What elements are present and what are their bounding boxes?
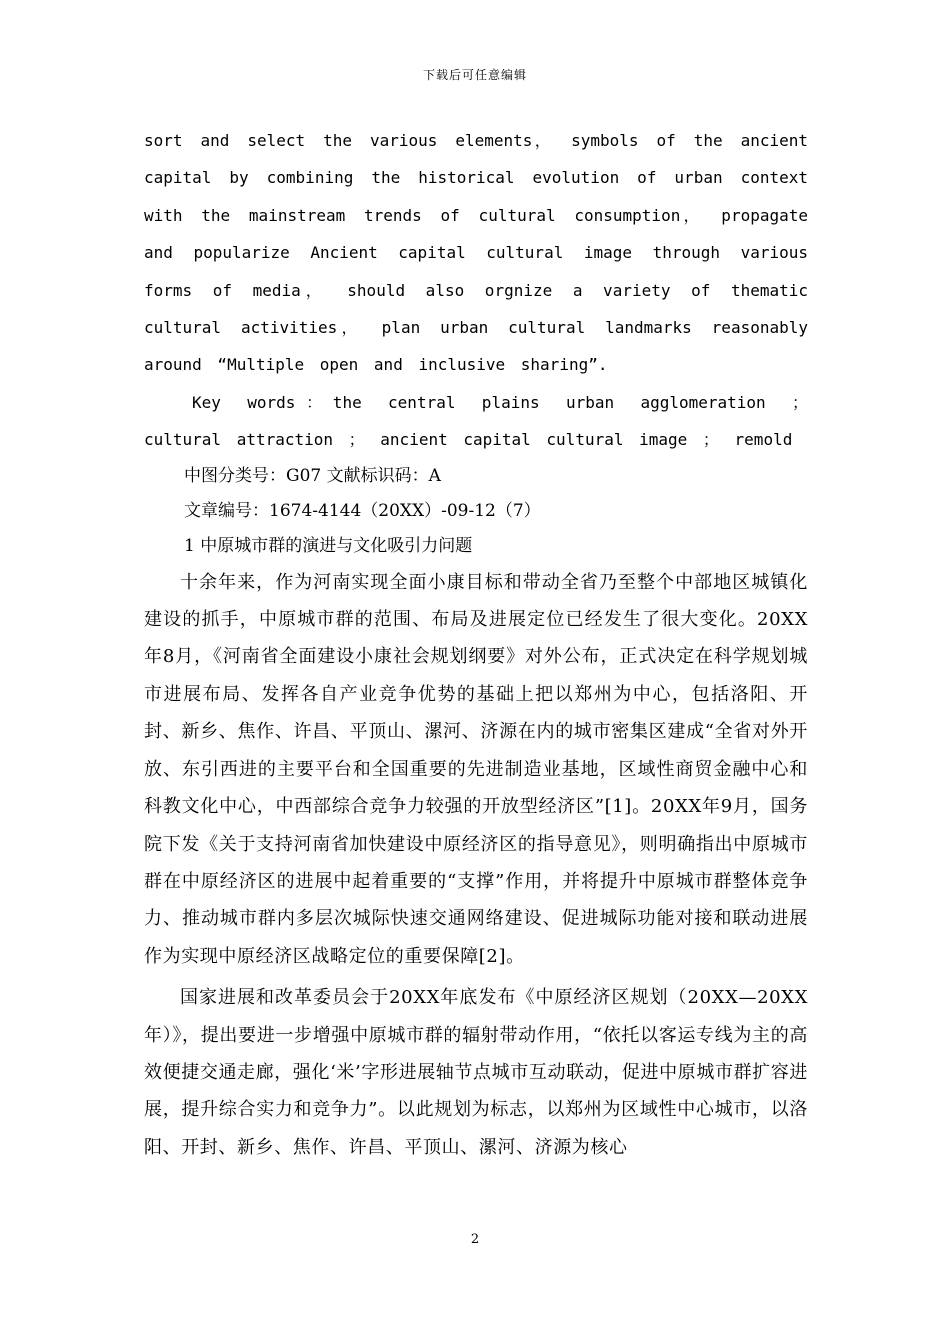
section-title: 1 中原城市群的演进与文化吸引力问题 [184, 535, 473, 556]
keywords-paragraph: Key words：the central plains urban agglomeration ； cultural attraction ； ancient capital cultural image ； remold [144, 392, 808, 450]
body-paragraph: 十余年来，作为河南实现全面小康目标和带动全省乃至整个中部地区城镇化建设的抓手，中原城市群的范围、布局及进展定位已经发生了很大变化。20XX年8月，《河南省全面建设小康社会规划纲要》对外公布，正式决定在科学规划城市进展布局、发挥各自产业竞争优势的基础上把以郑州为中心，包括洛阳、开封、新乡、焦作、许昌、平顶山、漯河、济源在内的城市密集区建成“全省对外开放、东引西进的主要平台和全国重要的先进制造业基地，区域性商贸金融中心和科教文化中心，中西部综合竞争力较强的开放型经济区”[1]。20XX年9月，国务院下发《关于支持河南省加快建设中原经济区的指导意见》，则明确指出中原城市群在中原经济区的进展中起着重要的“支撑”作用，并将提升中原城市群整体竞争力、推动城市群内多层次城际快速交通网络建设、促进城际功能对接和联动进展作为实现中原经济区战略定位的重要保障[2]。 [144, 571, 808, 967]
abstract-paragraph: sort and select the various elements， symbols of the ancient capital by combining the historical evolution of urban context with the mainstream trends of cultural consumption， propagate and popularize Ancient capital cultural image through various forms of media， should also orgnize a variety of thematic cultural activities， plan urban cultural landmarks reasonably around “Multiple open and inclusive sharing”. [144, 131, 809, 375]
document-body [144, 122, 808, 1166]
page-header: 下载后可任意编辑 [422, 68, 527, 82]
page-number: 2 [470, 1232, 480, 1247]
body-paragraph: 国家进展和改革委员会于20XX年底发布《中原经济区规划（20XX—20XX年）》，提出要进一步增强中原城市群的辐射带动作用，“依托以客运专线为主的高效便捷交通走廊，强化‘米’字形进展轴节点城市互动联动，促进中原城市群扩容进展，提升综合实力和竞争力”。以此规划为标志，以郑州为区域性中心城市，以洛阳、开封、新乡、焦作、许昌、平顶山、漯河、济源为核心 [144, 987, 808, 1158]
article-number-line: 文章编号：1674-4144（20XX）-09-12（7） [184, 500, 541, 521]
classification-line: 中图分类号：G07 文献标识码：A [184, 465, 441, 486]
